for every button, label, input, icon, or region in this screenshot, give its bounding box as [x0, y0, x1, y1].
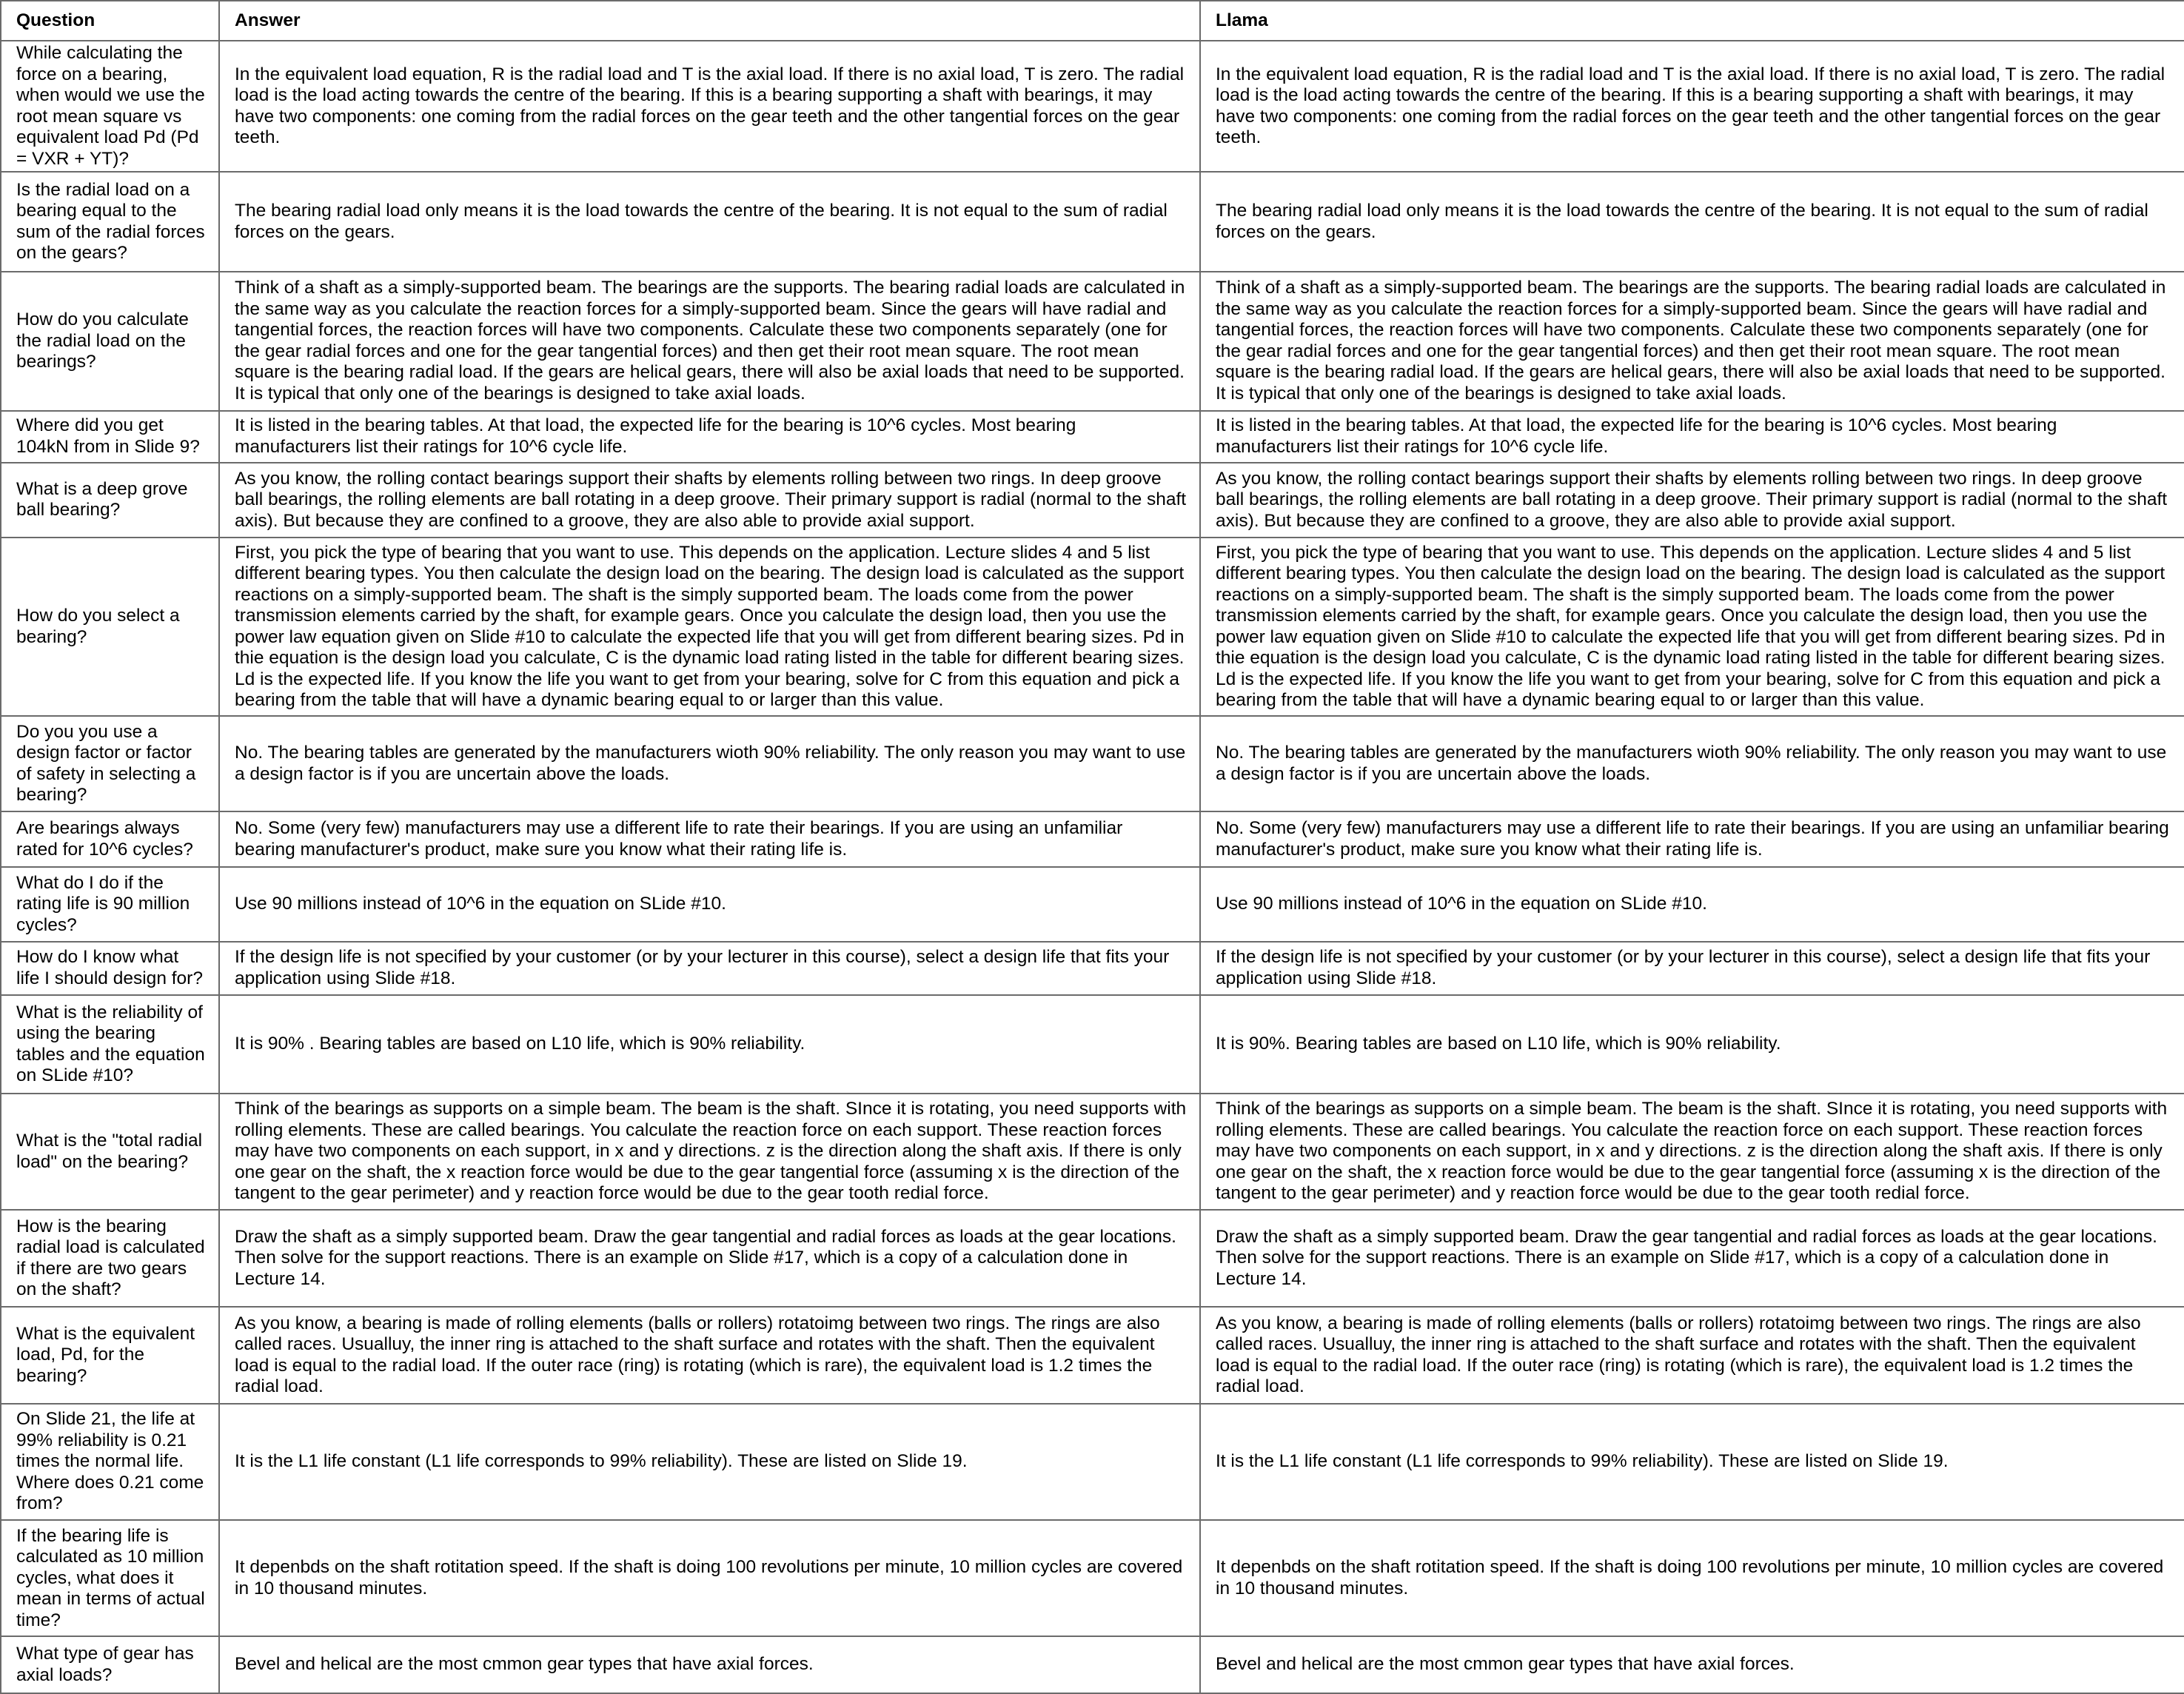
table-row: [1, 1636, 2184, 1693]
llama-cell: No. The bearing tables are generated by the manufacturers wioth 90% reliability. The only reason you may want to use a design factor is if you are uncertain above the loads.: [1200, 716, 2184, 811]
question-cell: What is the "total radial load" on the bearing?: [1, 1094, 219, 1210]
question-cell: Is the radial load on a bearing equal to the sum of the radial forces on the gears?: [1, 172, 219, 272]
llama-cell: The bearing radial load only means it is the load towards the centre of the bearing. It is not equal to the sum of radial forces on the gears.: [1200, 172, 2184, 272]
answer-cell: It is 90% . Bearing tables are based on L10 life, which is 90% reliability.: [219, 995, 1200, 1094]
answer-cell: No. The bearing tables are generated by the manufacturers wioth 90% reliability. The only reason you may want to use a design factor is if you are uncertain above the loads.: [219, 716, 1200, 811]
question-cell: What type of gear has axial loads?: [1, 1636, 219, 1693]
table-row: [1, 463, 2184, 538]
llama-cell: First, you pick the type of bearing that you want to use. This depends on the application. Lecture slides 4 and 5 list different bearing types. You then calculate the design load on the bearing. The design load is calculated as the support reactions on a simply-supported beam. The shaft is the simply supported beam. The loads come from the power transmission elements carried by the shaft, for example gears. Once you calculate the design load, then you use the power law equation given on Slide #10 to calculate the expected life that you will get from different bearing sizes. Pd in thie equation is the design load you calculate, C is the dynamic load rating listed in the table for different bearing sizes. Ld is the expected life. If you know the life you want to get from your bearing, solve for C from this equation and pick a bearing from the table that will have a dynamic bearing equal to or larger than this value.: [1200, 538, 2184, 717]
answer-cell: As you know, the rolling contact bearings support their shafts by elements rolling between two rings. In deep groove ball bearings, the rolling elements are ball rotating in a deep groove. Their primary support is radial (normal to the shaft axis). But because they are confined to a groove, they are also able to provide axial support.: [219, 463, 1200, 538]
table-row: [1, 172, 2184, 272]
question-cell: How do I know what life I should design for?: [1, 942, 219, 996]
answer-cell: The bearing radial load only means it is the load towards the centre of the bearing. It is not equal to the sum of radial forces on the gears.: [219, 172, 1200, 272]
llama-cell: Bevel and helical are the most cmmon gear types that have axial forces.: [1200, 1636, 2184, 1693]
table-row: [1, 1210, 2184, 1307]
table-row: [1, 942, 2184, 996]
header-answer: Answer: [219, 1, 1200, 41]
header-llama: Llama: [1200, 1, 2184, 41]
table-row: [1, 1404, 2184, 1520]
question-cell: What do I do if the rating life is 90 million cycles?: [1, 867, 219, 942]
answer-cell: It is listed in the bearing tables. At that load, the expected life for the bearing is 10^6 cycles. Most bearing manufacturers list their ratings for 10^6 cycle life.: [219, 411, 1200, 463]
question-cell: What is a deep grove ball bearing?: [1, 463, 219, 538]
llama-cell: Think of a shaft as a simply-supported beam. The bearings are the supports. The bearing radial loads are calculated in the same way as you calculate the reaction forces for a simply-supported beam. Since the gears will have radial and tangential forces, the reaction forces will have two components. Calculate these two components separately (one for the gear radial forces and one for the gear tangential forces) and then get their root mean square. The root mean square is the bearing radial load. If the gears are helical gears, there will also be axial loads that need to be supported. It is typical that only one of the bearings is designed to take axial loads.: [1200, 272, 2184, 410]
answer-cell: Draw the shaft as a simply supported beam. Draw the gear tangential and radial forces as loads at the gear locations. Then solve for the support reactions. There is an example on Slide #17, which is a copy of a calculation done in Lecture 14.: [219, 1210, 1200, 1307]
llama-cell: Use 90 millions instead of 10^6 in the equation on SLide #10.: [1200, 867, 2184, 942]
llama-cell: It is listed in the bearing tables. At that load, the expected life for the bearing is 10^6 cycles. Most bearing manufacturers list their ratings for 10^6 cycle life.: [1200, 411, 2184, 463]
table-row: [1, 41, 2184, 172]
question-cell: How do you calculate the radial load on the bearings?: [1, 272, 219, 410]
table-row: [1, 538, 2184, 717]
answer-cell: First, you pick the type of bearing that you want to use. This depends on the application. Lecture slides 4 and 5 list different bearing types. You then calculate the design load on the bearing. The design load is calculated as the support reactions on a simply-supported beam. The shaft is the simply supported beam. The loads come from the power transmission elements carried by the shaft, for example gears. Once you calculate the design load, then you use the power law equation given on Slide #10 to calculate the expected life that you will get from different bearing sizes. Pd in thie equation is the design load you calculate, C is the dynamic load rating listed in the table for different bearing sizes. Ld is the expected life. If you know the life you want to get from your bearing, solve for C from this equation and pick a bearing from the table that will have a dynamic bearing equal to or larger than this value.: [219, 538, 1200, 717]
table-row: [1, 995, 2184, 1094]
question-cell: What is the reliability of using the bearing tables and the equation on SLide #10?: [1, 995, 219, 1094]
table-row: [1, 411, 2184, 463]
answer-cell: No. Some (very few) manufacturers may use a different life to rate their bearings. If you are using an unfamiliar bearing manufacturer's product, make sure you know what their rating life is.: [219, 811, 1200, 867]
answer-cell: Think of a shaft as a simply-supported beam. The bearings are the supports. The bearing radial loads are calculated in the same way as you calculate the reaction forces for a simply-supported beam. Since the gears will have radial and tangential forces, the reaction forces will have two components. Calculate these two components separately (one for the gear radial forces and one for the gear tangential forces) and then get their root mean square. The root mean square is the bearing radial load. If the gears are helical gears, there will also be axial loads that need to be supported. It is typical that only one of the bearings is designed to take axial loads.: [219, 272, 1200, 410]
llama-cell: It is the L1 life constant (L1 life corresponds to 99% reliability). These are listed on Slide 19.: [1200, 1404, 2184, 1520]
llama-cell: Draw the shaft as a simply supported beam. Draw the gear tangential and radial forces as loads at the gear locations. Then solve for the support reactions. There is an example on Slide #17, which is a copy of a calculation done in Lecture 14.: [1200, 1210, 2184, 1307]
question-cell: How do you select a bearing?: [1, 538, 219, 717]
llama-cell: It is 90%. Bearing tables are based on L10 life, which is 90% reliability.: [1200, 995, 2184, 1094]
table-row: [1, 867, 2184, 942]
llama-cell: If the design life is not specified by your customer (or by your lecturer in this course), select a design life that fits your application using Slide #18.: [1200, 942, 2184, 996]
answer-cell: As you know, a bearing is made of rolling elements (balls or rollers) rotatoimg between two rings. The rings are also called races. Usualluy, the inner ring is attached to the shaft surface and rotates with the shaft. Then the equivalent load is equal to the radial load. If the outer race (ring) is rotating (which is rare), the equivalent load is 1.2 times the radial load.: [219, 1307, 1200, 1404]
llama-cell: Think of the bearings as supports on a simple beam. The beam is the shaft. SInce it is rotating, you need supports with rolling elements. These are called bearings. You calculate the reaction force on each support. These reaction forces may have two components on each support, in x and y directions. z is the direction along the shaft axis. If there is only one gear on the shaft, the x reaction force would be due to the gear tangential force (assuming x is the direction of the tangent to the gear perimeter) and y reaction force would be due to the gear tooth redial force.: [1200, 1094, 2184, 1210]
question-cell: Are bearings always rated for 10^6 cycles?: [1, 811, 219, 867]
header-question: Question: [1, 1, 219, 41]
question-cell: What is the equivalent load, Pd, for the bearing?: [1, 1307, 219, 1404]
question-cell: Where did you get 104kN from in Slide 9?: [1, 411, 219, 463]
question-cell: How is the bearing radial load is calculated if there are two gears on the shaft?: [1, 1210, 219, 1307]
llama-cell: In the equivalent load equation, R is the radial load and T is the axial load. If there is no axial load, T is zero. The radial load is the load acting towards the centre of the bearing. If this is a bearing supporting a shaft with bearings, it may have two components: one coming from the radial forces on the gear teeth and the other tangential forces on the gear teeth.: [1200, 41, 2184, 172]
header-row: [1, 1, 2184, 41]
answer-cell: In the equivalent load equation, R is the radial load and T is the axial load. If there is no axial load, T is zero. The radial load is the load acting towards the centre of the bearing. If this is a bearing supporting a shaft with bearings, it may have two components: one coming from the radial forces on the gear teeth and the other tangential forces on the gear teeth.: [219, 41, 1200, 172]
question-cell: If the bearing life is calculated as 10 million cycles, what does it mean in terms of actual time?: [1, 1520, 219, 1636]
answer-cell: Bevel and helical are the most cmmon gear types that have axial forces.: [219, 1636, 1200, 1693]
question-cell: On Slide 21, the life at 99% reliability is 0.21 times the normal life. Where does 0.21 come from?: [1, 1404, 219, 1520]
table-row: [1, 1520, 2184, 1636]
llama-cell: As you know, a bearing is made of rolling elements (balls or rollers) rotatoimg between two rings. The rings are also called races. Usualluy, the inner ring is attached to the shaft surface and rotates with the shaft. Then the equivalent load is equal to the radial load. If the outer race (ring) is rotating (which is rare), the equivalent load is 1.2 times the radial load.: [1200, 1307, 2184, 1404]
answer-cell: It is the L1 life constant (L1 life corresponds to 99% reliability). These are listed on Slide 19.: [219, 1404, 1200, 1520]
answer-cell: Use 90 millions instead of 10^6 in the equation on SLide #10.: [219, 867, 1200, 942]
table-row: [1, 716, 2184, 811]
table-row: [1, 811, 2184, 867]
answer-cell: It depenbds on the shaft rotitation speed. If the shaft is doing 100 revolutions per minute, 10 million cycles are covered in 10 thousand minutes.: [219, 1520, 1200, 1636]
question-cell: While calculating the force on a bearing, when would we use the root mean square vs equivalent load Pd (Pd = VXR + YT)?: [1, 41, 219, 172]
answer-cell: If the design life is not specified by your customer (or by your lecturer in this course), select a design life that fits your application using Slide #18.: [219, 942, 1200, 996]
table-row: [1, 272, 2184, 410]
question-cell: Do you you use a design factor or factor of safety in selecting a bearing?: [1, 716, 219, 811]
llama-cell: It depenbds on the shaft rotitation speed. If the shaft is doing 100 revolutions per minute, 10 million cycles are covered in 10 thousand minutes.: [1200, 1520, 2184, 1636]
llama-cell: As you know, the rolling contact bearings support their shafts by elements rolling between two rings. In deep groove ball bearings, the rolling elements are ball rotating in a deep groove. Their primary support is radial (normal to the shaft axis). But because they are confined to a groove, they are also able to provide axial support.: [1200, 463, 2184, 538]
answer-cell: Think of the bearings as supports on a simple beam. The beam is the shaft. SInce it is rotating, you need supports with rolling elements. These are called bearings. You calculate the reaction force on each support. These reaction forces may have two components on each support, in x and y directions. z is the direction along the shaft axis. If there is only one gear on the shaft, the x reaction force would be due to the gear tangential force (assuming x is the direction of the tangent to the gear perimeter) and y reaction force would be due to the gear tooth redial force.: [219, 1094, 1200, 1210]
table-row: [1, 1307, 2184, 1404]
table-row: [1, 1094, 2184, 1210]
llama-cell: No. Some (very few) manufacturers may use a different life to rate their bearings. If you are using an unfamiliar bearing manufacturer's product, make sure you know what their rating life is.: [1200, 811, 2184, 867]
